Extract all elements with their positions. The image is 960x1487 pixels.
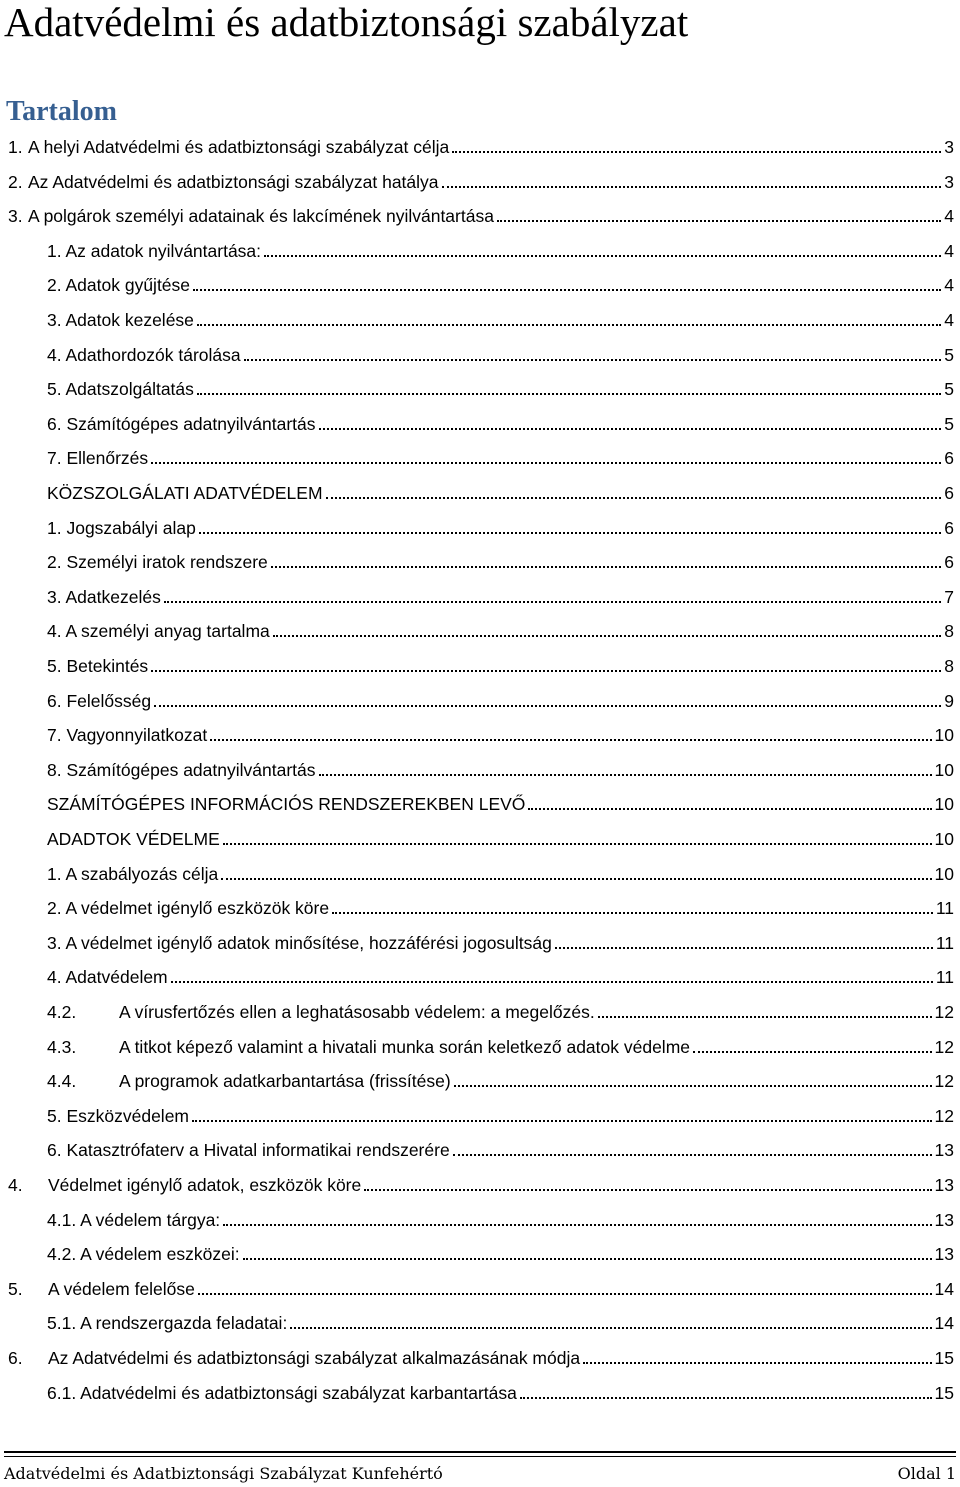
- toc-entry-number: 4.4.: [47, 1071, 77, 1092]
- toc-dot-leader: [326, 496, 942, 499]
- toc-entry[interactable]: [47, 930, 954, 954]
- toc-dot-leader: [271, 565, 941, 568]
- toc-entry-text: A titkot képező valamint a hivatali munka során keletkező adatok védelme: [119, 1036, 691, 1057]
- toc-entry-number: 1.: [8, 137, 23, 157]
- toc-entry-text: 3. A védelmet igénylő adatok minősítése, hozzáférési jogosultság: [47, 932, 552, 953]
- toc-entry-page: 11: [935, 967, 954, 988]
- toc-entry-page: 6: [944, 517, 954, 538]
- toc-dot-leader: [319, 427, 942, 430]
- toc-entry-text: 3. Adatok kezelése: [47, 310, 194, 330]
- toc-entry[interactable]: [47, 618, 954, 642]
- toc-entry-text: A védelem felelőse: [48, 1278, 195, 1299]
- toc-entry-number: 5.: [8, 1278, 23, 1299]
- toc-entry-text: 5. Eszközvédelem: [47, 1105, 190, 1126]
- toc-entry-page: 9: [944, 690, 954, 711]
- toc-dot-leader: [273, 634, 942, 637]
- toc-entry-page: 6: [944, 448, 954, 469]
- toc-dot-leader: [243, 1257, 932, 1260]
- toc-entry[interactable]: [47, 1068, 954, 1092]
- toc-dot-leader: [452, 150, 941, 153]
- toc-entry-text: 4. Adatvédelem: [47, 967, 168, 988]
- toc-entry-page: 4: [944, 275, 954, 296]
- toc-entry-text: 6. Számítógépes adatnyilvántartás: [47, 413, 316, 434]
- footer-rule-thin: [4, 1456, 956, 1457]
- toc-entry-page: 10: [934, 794, 954, 815]
- toc-dot-leader: [555, 946, 933, 949]
- toc-dot-leader: [364, 1188, 931, 1191]
- toc-entry-text: 4. A személyi anyag tartalma: [47, 621, 270, 642]
- toc-entry[interactable]: [47, 1103, 954, 1127]
- toc-entry[interactable]: [47, 1310, 954, 1334]
- toc-entry[interactable]: [8, 203, 954, 227]
- toc-entry-text: 6. Felelősség: [47, 690, 152, 711]
- toc-entry[interactable]: [47, 307, 954, 331]
- toc-entry-page: 4: [944, 310, 954, 330]
- toc-entry-text: A polgárok személyi adatainak és lakcímének nyilvántartása: [28, 206, 494, 227]
- footer-document-name: Adatvédelmi és Adatbiztonsági Szabályzat Kunfehértó: [4, 1464, 443, 1483]
- toc-entry[interactable]: [47, 1241, 954, 1265]
- toc-entry-text: 1. Az adatok nyilvántartása:: [47, 240, 262, 261]
- toc-dot-leader: [693, 1050, 932, 1053]
- toc-entry-page: 10: [934, 725, 954, 746]
- toc-dot-leader: [528, 807, 931, 810]
- toc-entry-text: Az Adatvédelmi és adatbiztonsági szabályzat hatálya: [28, 171, 439, 192]
- toc-entry-text: 2. Személyi iratok rendszere: [47, 552, 268, 573]
- toc-entry-text: 6.1. Adatvédelmi és adatbiztonsági szabályzat karbantartása: [47, 1382, 517, 1403]
- toc-entry-text: 3. Adatkezelés: [47, 586, 161, 607]
- toc-dot-leader: [192, 1119, 932, 1122]
- toc-entry-page: 4: [944, 206, 954, 227]
- toc-entry[interactable]: [47, 238, 954, 262]
- toc-entry-text: 5. Betekintés: [47, 656, 149, 676]
- toc-entry-text: 4.2. A védelem eszközei:: [47, 1244, 240, 1265]
- toc-dot-leader: [197, 323, 941, 326]
- toc-entry-page: 6: [944, 483, 954, 503]
- toc-entry-page: 15: [934, 1348, 954, 1368]
- toc-entry-text: Az Adatvédelmi és adatbiztonsági szabályzat alkalmazásának módja: [48, 1348, 581, 1368]
- toc-entry-page: 8: [944, 656, 954, 676]
- toc-entry[interactable]: [8, 134, 954, 158]
- toc-dot-leader: [198, 1292, 932, 1295]
- toc-dot-leader: [223, 1223, 931, 1226]
- toc-dot-leader: [290, 1326, 931, 1329]
- toc-dot-leader: [210, 738, 931, 741]
- toc-entry-page: 10: [934, 829, 954, 849]
- toc-entry-page: 6: [944, 552, 954, 573]
- toc-entry[interactable]: [47, 1207, 954, 1231]
- toc-entry-text: 5. Adatszolgáltatás: [47, 379, 194, 400]
- toc-entry-text: SZÁMÍTÓGÉPES INFORMÁCIÓS RENDSZEREKBEN LEVŐ: [47, 794, 526, 815]
- toc-dot-leader: [264, 254, 941, 257]
- toc-dot-leader: [151, 669, 941, 672]
- toc-entry-text: 7. Vagyonnyilatkozat: [47, 725, 208, 746]
- toc-entry-number: 2.: [8, 171, 23, 192]
- toc-entry[interactable]: [47, 480, 954, 504]
- toc-entry[interactable]: [47, 1137, 954, 1161]
- toc-entry-page: 5: [944, 344, 954, 365]
- toc-entry[interactable]: [47, 445, 954, 469]
- toc-entry-number: 3.: [8, 206, 23, 227]
- toc-entry-page: 12: [934, 1002, 954, 1022]
- document-title: Adatvédelmi és adatbiztonsági szabályzat: [4, 0, 689, 45]
- toc-entry-text: 1. A szabályozás célja: [47, 863, 219, 884]
- toc-entry-page: 11: [935, 898, 954, 919]
- toc-dot-leader: [520, 1396, 932, 1399]
- toc-entry[interactable]: [47, 964, 954, 988]
- toc-entry[interactable]: [47, 411, 954, 435]
- toc-entry-page: 13: [934, 1244, 954, 1265]
- toc-dot-leader: [154, 704, 941, 707]
- toc-entry[interactable]: [47, 861, 954, 885]
- toc-entry[interactable]: [47, 688, 954, 712]
- toc-entry[interactable]: [47, 272, 954, 296]
- toc-heading: Tartalom: [6, 96, 117, 127]
- toc-entry-page: 10: [934, 863, 954, 884]
- toc-dot-leader: [442, 185, 942, 188]
- toc-entry-page: 14: [934, 1313, 954, 1334]
- toc-entry[interactable]: [8, 169, 954, 193]
- toc-dot-leader: [332, 911, 933, 914]
- toc-entry-page: 10: [934, 759, 954, 780]
- toc-entry-page: 5: [944, 413, 954, 434]
- toc-entry-page: 5: [944, 379, 954, 400]
- toc-entry-page: 11: [935, 932, 954, 953]
- toc-entry-page: 7: [944, 586, 954, 607]
- toc-entry-text: 8. Számítógépes adatnyilvántartás: [47, 759, 316, 780]
- toc-entry-number: 6.: [8, 1348, 23, 1368]
- toc-entry-page: 12: [934, 1071, 954, 1092]
- toc-entry[interactable]: [47, 1380, 954, 1404]
- footer-rule: [4, 1451, 956, 1453]
- toc-entry-text: ADADTOK VÉDELME: [47, 829, 220, 849]
- toc-dot-leader: [598, 1015, 932, 1018]
- toc-entry-text: 1. Jogszabályi alap: [47, 517, 196, 538]
- toc-dot-leader: [171, 980, 933, 983]
- toc-entry-page: 12: [934, 1105, 954, 1126]
- footer-page-number: Oldal 1: [897, 1464, 956, 1483]
- toc-entry[interactable]: [47, 999, 954, 1023]
- toc-entry[interactable]: [47, 376, 954, 400]
- toc-entry[interactable]: [47, 515, 954, 539]
- toc-entry-page: 3: [944, 171, 954, 192]
- toc-entry-text: 4.1. A védelem tárgya:: [47, 1209, 221, 1230]
- toc-entry-page: 15: [934, 1382, 954, 1403]
- toc-entry-number: 4.2.: [47, 1002, 77, 1022]
- toc-entry[interactable]: [47, 791, 954, 815]
- toc-entry-number: 4.: [8, 1175, 23, 1195]
- toc-entry-text: 6. Katasztrófaterv a Hivatal informatikai rendszerére: [47, 1140, 450, 1161]
- toc-entry-text: A vírusfertőzés ellen a leghatásosabb védelem: a megelőzés.: [119, 1002, 595, 1022]
- toc-entry[interactable]: [8, 1276, 954, 1300]
- toc-entry[interactable]: [47, 1034, 954, 1058]
- toc-dot-leader: [199, 531, 941, 534]
- toc-entry[interactable]: [47, 342, 954, 366]
- toc-dot-leader: [164, 600, 941, 603]
- toc-dot-leader: [193, 288, 941, 291]
- toc-entry-page: 13: [934, 1140, 954, 1161]
- toc-entry[interactable]: [47, 757, 954, 781]
- toc-dot-leader: [244, 358, 942, 361]
- toc-entry-text: 7. Ellenőrzés: [47, 448, 149, 469]
- toc-entry-page: 4: [944, 240, 954, 261]
- toc-dot-leader: [583, 1361, 931, 1364]
- toc-entry-text: 5.1. A rendszergazda feladatai:: [47, 1313, 288, 1334]
- toc-entry-page: 13: [934, 1175, 954, 1195]
- toc-entry[interactable]: [47, 584, 954, 608]
- toc-entry[interactable]: [8, 1172, 954, 1196]
- toc-entry-page: 8: [944, 621, 954, 642]
- page-footer: [4, 1463, 956, 1485]
- toc-dot-leader: [454, 1084, 932, 1087]
- toc-dot-leader: [221, 877, 931, 880]
- toc-entry-page: 14: [934, 1278, 954, 1299]
- toc-entry-number: 4.3.: [47, 1036, 77, 1057]
- toc-entry[interactable]: [47, 895, 954, 919]
- toc-entry-text: A helyi Adatvédelmi és adatbiztonsági szabályzat célja: [28, 137, 450, 157]
- toc-entry[interactable]: [8, 1345, 954, 1369]
- toc-entry-text: KÖZSZOLGÁLATI ADATVÉDELEM: [47, 483, 323, 503]
- toc-entry-text: 4. Adathordozók tárolása: [47, 344, 241, 365]
- toc-dot-leader: [223, 842, 932, 845]
- toc-entry-page: 13: [934, 1209, 954, 1230]
- toc-entry-page: 12: [934, 1036, 954, 1057]
- toc-entry[interactable]: [47, 826, 954, 850]
- toc-entry-text: 2. Adatok gyűjtése: [47, 275, 191, 296]
- toc-dot-leader: [197, 392, 941, 395]
- toc-entry[interactable]: [47, 653, 954, 677]
- toc-entry-text: A programok adatkarbantartása (frissítése): [119, 1071, 451, 1092]
- toc-entry-text: 2. A védelmet igénylő eszközök köre: [47, 898, 330, 919]
- toc-entry[interactable]: [47, 722, 954, 746]
- toc-entry[interactable]: [47, 549, 954, 573]
- toc-dot-leader: [497, 219, 941, 222]
- toc-dot-leader: [151, 461, 941, 464]
- toc-dot-leader: [453, 1153, 932, 1156]
- toc-entry-text: Védelmet igénylő adatok, eszközök köre: [48, 1175, 362, 1195]
- toc-entry-page: 3: [944, 137, 954, 157]
- toc-dot-leader: [319, 773, 932, 776]
